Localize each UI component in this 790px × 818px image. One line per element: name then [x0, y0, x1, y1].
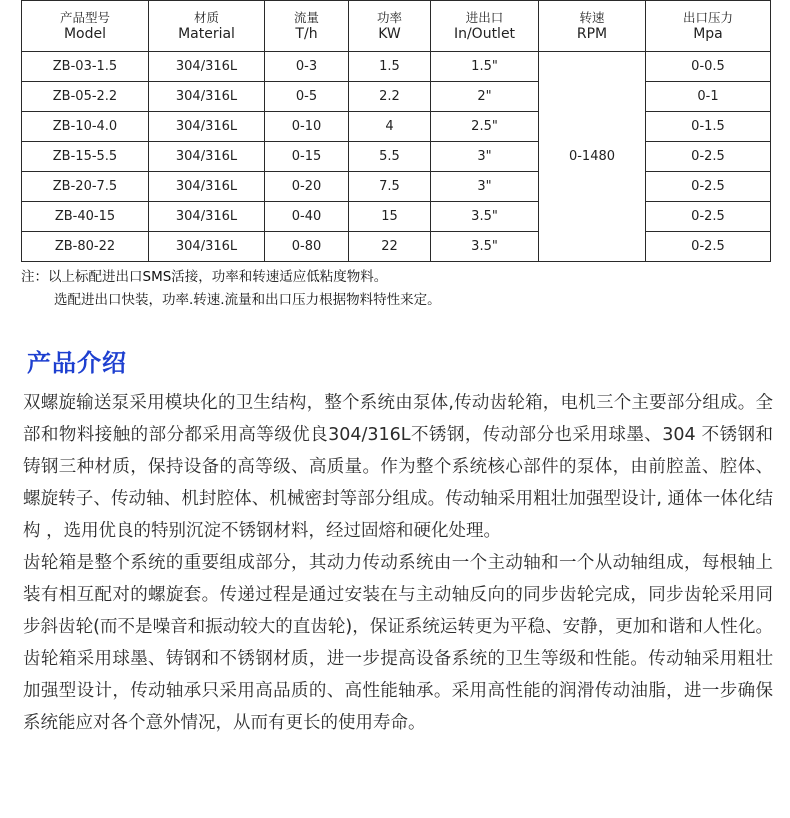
note-line-1: 注：以上标配进出口SMS活接，功率和转速适应低粘度物料。 [21, 269, 388, 285]
cell-model: ZB-80-22 [22, 232, 149, 262]
cell-power: 2.2 [349, 82, 431, 112]
cell-power: 5.5 [349, 142, 431, 172]
header-material: 材质 Material [149, 1, 265, 52]
header-flow: 流量 T/h [265, 1, 349, 52]
cell-pressure: 0-1.5 [646, 112, 771, 142]
header-rpm: 转速 RPM [539, 1, 646, 52]
cell-power: 22 [349, 232, 431, 262]
intro-paragraph-2: 齿轮箱是整个系统的重要组成部分，其动力传动系统由一个主动轴和一个从动轴组成，每根轴上装有相互配对的螺旋套。传递过程是通过安装在与主动轴反向的同步齿轮完成，同步齿轮采用同步斜齿轮(而不是噪音和振动较大的直齿轮)，保证系统运转更为平稳、安静，更加和谐和人性化。齿轮箱采用球墨、铸钢和不锈钢材质，进一步提高设备系统的卫生等级和性能。传动轴采用粗壮加强型设计，传动轴承只采用高品质的、高性能轴承。采用高性能的润滑传动油脂，进一步确保系统能应对各个意外情况，从而有更长的使用寿命。 [23, 553, 773, 733]
cell-material: 304/316L [149, 172, 265, 202]
header-power: 功率 KW [349, 1, 431, 52]
header-model: 产品型号 Model [22, 1, 149, 52]
header-pressure: 出口压力 Mpa [646, 1, 771, 52]
cell-inlet: 3.5" [431, 202, 539, 232]
cell-inlet: 2" [431, 82, 539, 112]
cell-flow: 0-3 [265, 52, 349, 82]
table-header-row [22, 1, 771, 52]
section-title: 产品介绍 [27, 349, 127, 377]
cell-flow: 0-5 [265, 82, 349, 112]
cell-material: 304/316L [149, 112, 265, 142]
cell-model: ZB-03-1.5 [22, 52, 149, 82]
cell-flow: 0-80 [265, 232, 349, 262]
table-notes [21, 266, 441, 312]
table-row [22, 232, 771, 262]
cell-pressure: 0-2.5 [646, 232, 771, 262]
cell-flow: 0-40 [265, 202, 349, 232]
cell-power: 1.5 [349, 52, 431, 82]
note-line-2: 选配进出口快装，功率.转速.流量和出口压力根据物料特性来定。 [54, 292, 441, 308]
cell-model: ZB-20-7.5 [22, 172, 149, 202]
product-intro [23, 387, 773, 739]
cell-pressure: 0-0.5 [646, 52, 771, 82]
cell-inlet: 3" [431, 172, 539, 202]
table-row [22, 172, 771, 202]
cell-inlet: 3.5" [431, 232, 539, 262]
cell-power: 15 [349, 202, 431, 232]
table-row [22, 112, 771, 142]
cell-flow: 0-15 [265, 142, 349, 172]
cell-rpm-merged: 0-1480 [539, 52, 646, 262]
cell-pressure: 0-2.5 [646, 172, 771, 202]
cell-material: 304/316L [149, 202, 265, 232]
cell-power: 7.5 [349, 172, 431, 202]
spec-table [21, 0, 771, 262]
intro-paragraph-1: 双螺旋输送泵采用模块化的卫生结构，整个系统由泵体,传动齿轮箱，电机三个主要部分组成。全部和物料接触的部分都采用高等级优良304/316L不锈钢，传动部分也采用球墨、304 不锈钢和铸钢三种材质，保持设备的高等级、高质量。作为整个系统核心部件的泵体，由前腔盖、腔体、螺旋转子、传动轴、机封腔体、机械密封等部分组成。传动轴采用粗壮加强型设计, 通体一体化结构 ，选用优良的特别沉淀不锈钢材料，经过固熔和硬化处理。 [23, 393, 773, 541]
cell-inlet: 1.5" [431, 52, 539, 82]
header-inlet: 进出口 In/Outlet [431, 1, 539, 52]
cell-pressure: 0-2.5 [646, 202, 771, 232]
cell-material: 304/316L [149, 82, 265, 112]
cell-material: 304/316L [149, 232, 265, 262]
table-row [22, 52, 771, 82]
cell-pressure: 0-1 [646, 82, 771, 112]
cell-material: 304/316L [149, 142, 265, 172]
cell-flow: 0-10 [265, 112, 349, 142]
cell-pressure: 0-2.5 [646, 142, 771, 172]
table-row [22, 82, 771, 112]
table-row [22, 142, 771, 172]
cell-power: 4 [349, 112, 431, 142]
cell-model: ZB-05-2.2 [22, 82, 149, 112]
cell-flow: 0-20 [265, 172, 349, 202]
cell-model: ZB-10-4.0 [22, 112, 149, 142]
table-row [22, 202, 771, 232]
cell-model: ZB-15-5.5 [22, 142, 149, 172]
cell-material: 304/316L [149, 52, 265, 82]
cell-inlet: 2.5" [431, 112, 539, 142]
cell-model: ZB-40-15 [22, 202, 149, 232]
cell-inlet: 3" [431, 142, 539, 172]
